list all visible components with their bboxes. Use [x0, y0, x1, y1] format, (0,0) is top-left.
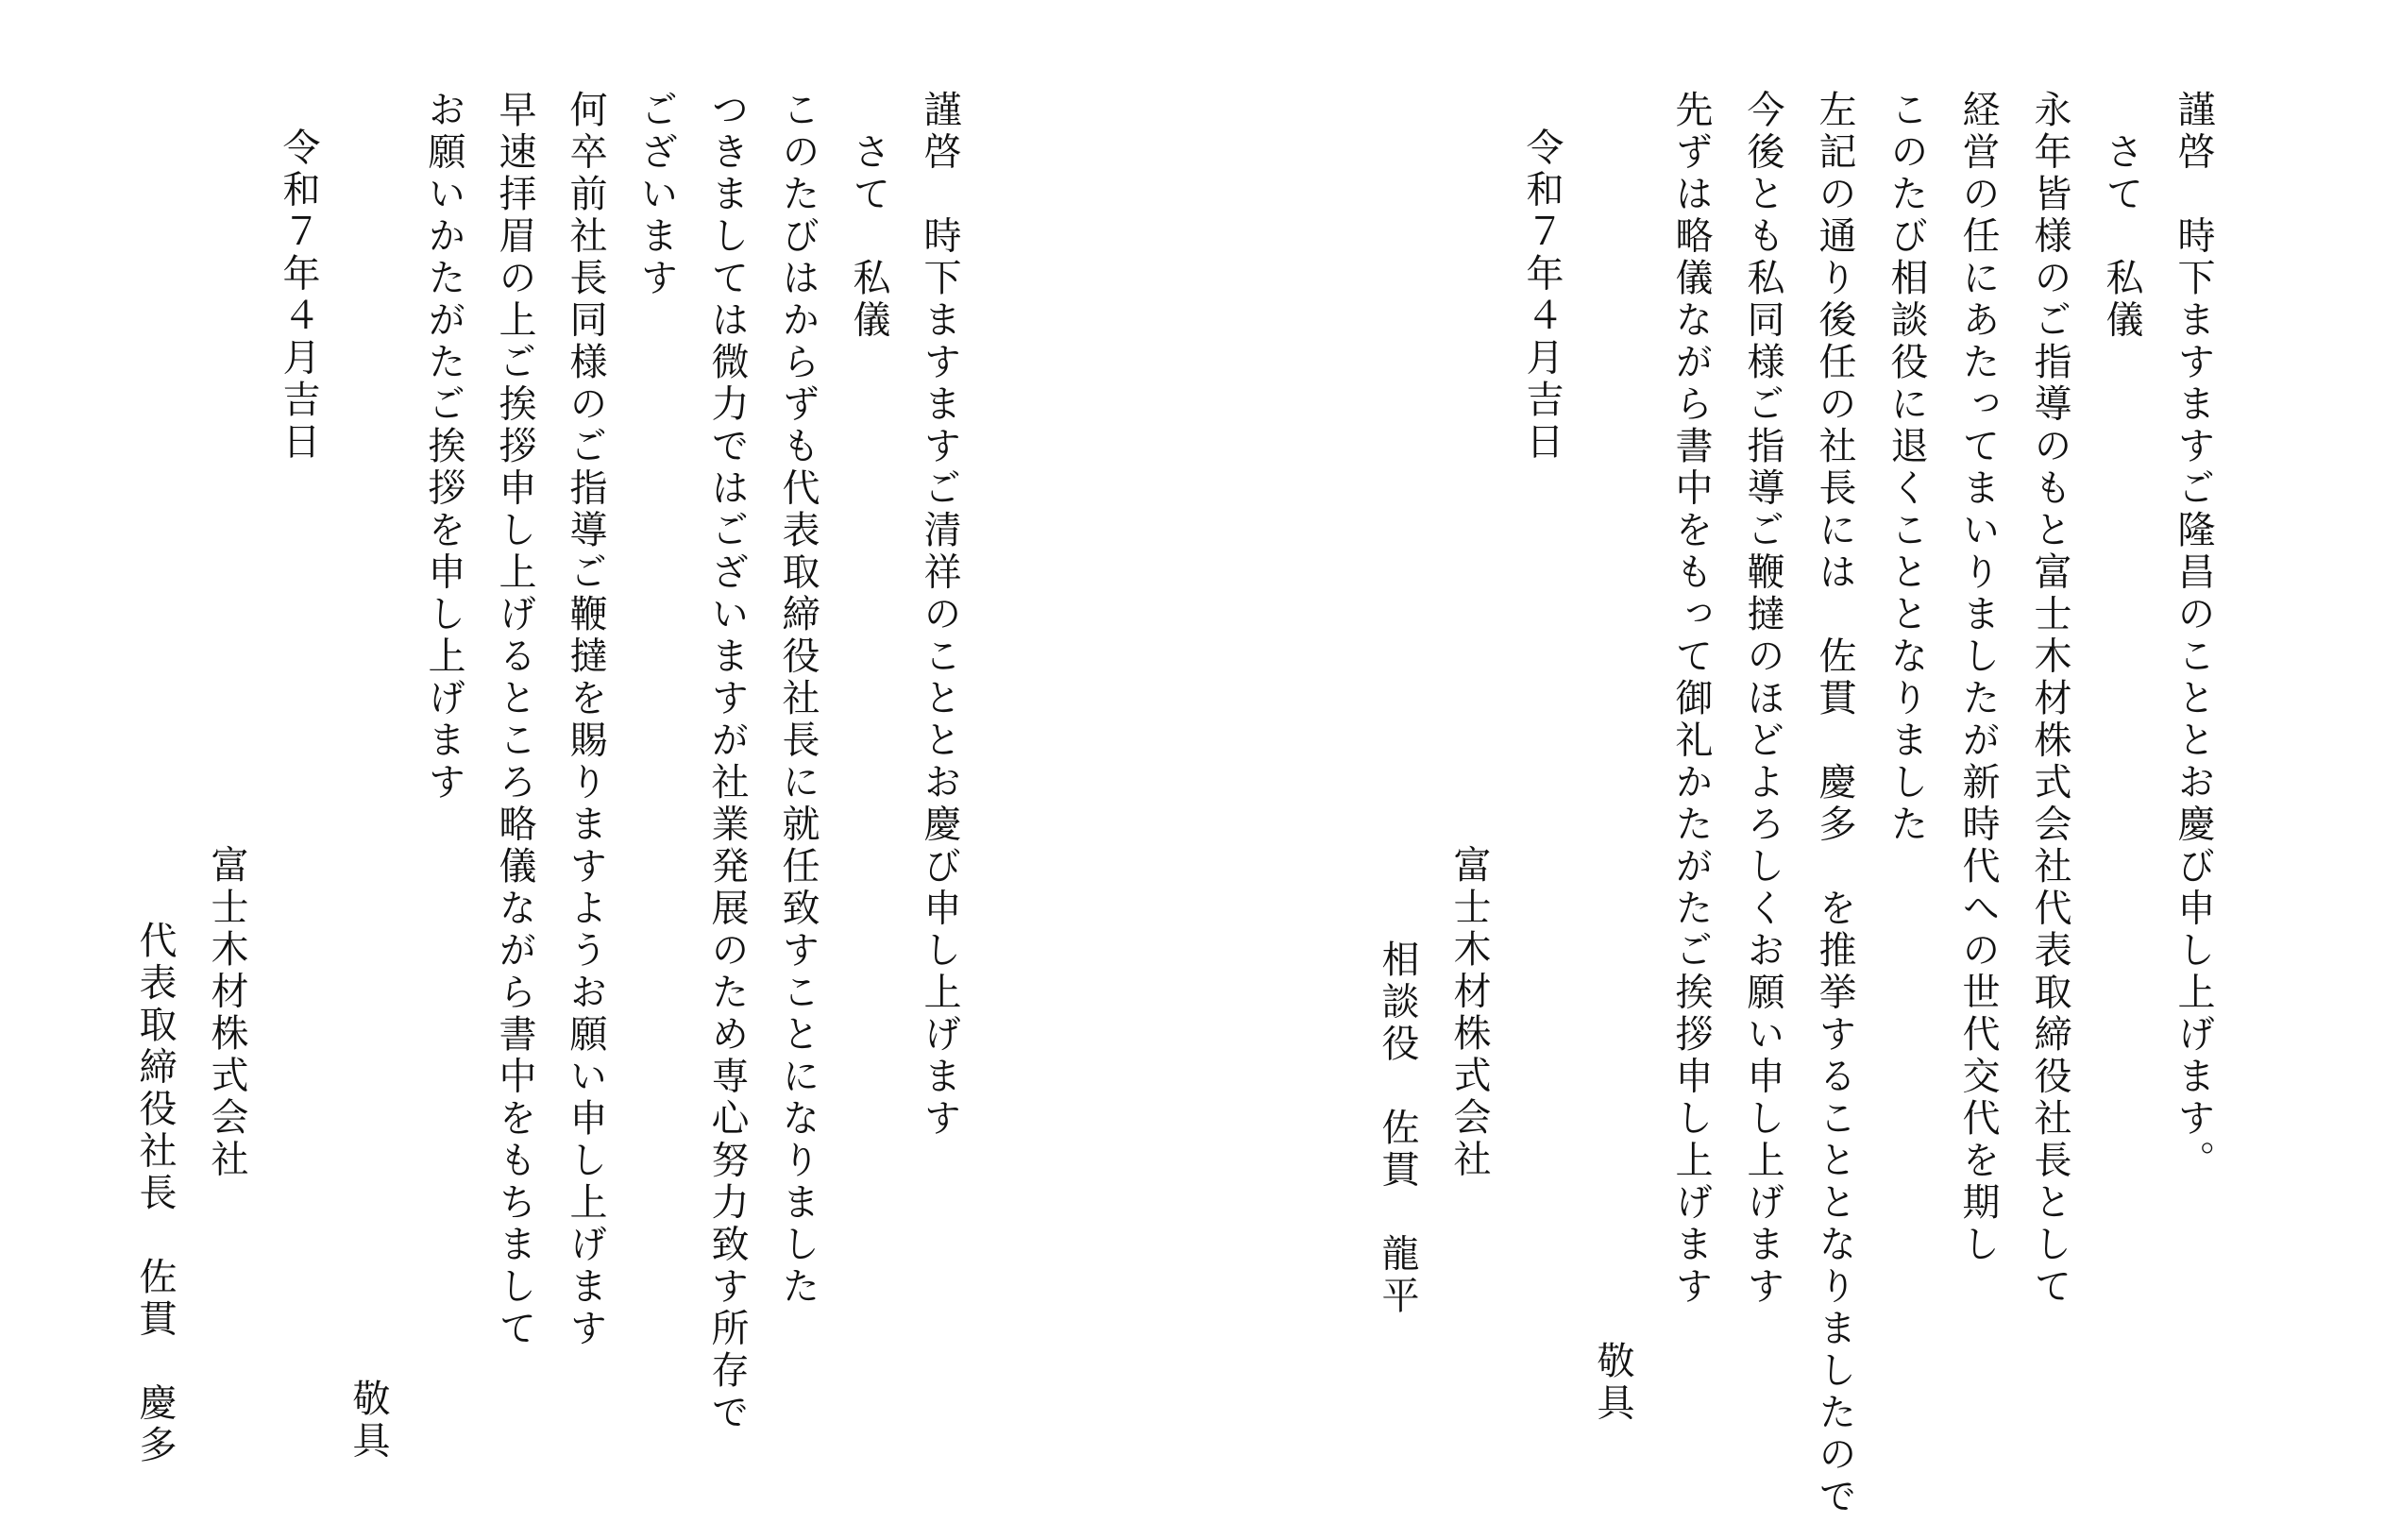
- signer: 代表取締役社長 佐貫 慶多: [133, 921, 177, 1467]
- body-line: 今後とも私同様ご指導ご鞭撻のほどよろしくお願い申し上げます: [1741, 90, 1784, 1309]
- company-name: 富士木材株式会社: [1447, 845, 1491, 1181]
- body-line: このたびはからずも代表取締役社長に就任致すことになりました: [776, 90, 820, 1309]
- retirement-letter: [1192, 0, 2384, 1540]
- body-line: 早速拝眉の上ご挨拶申し上げるところ略儀ながら書中をもちまして: [493, 90, 536, 1350]
- greeting-line: 謹啓 時下ますますご清祥のこととお慶び申し上げます: [918, 90, 961, 1141]
- company-name: 富士木材株式会社: [205, 845, 248, 1181]
- closing: 敬具: [347, 1379, 390, 1463]
- body-line: このたび相談役に退くこととなりました: [1885, 90, 1928, 846]
- date: 令和７年４月吉日: [1520, 127, 1564, 464]
- date: 令和７年４月吉日: [277, 127, 320, 464]
- body-line: 永年皆様のご指導のもと富士木材株式会社代表取締役社長として: [2028, 90, 2071, 1309]
- body-line: 経営の任にあたってまいりましたが新時代への世代交代を期し: [1956, 90, 2000, 1266]
- body-line: つきましては微力ではございますが社業発展のため専心努力致す所存で: [705, 90, 749, 1434]
- body-line: ございます: [634, 90, 678, 300]
- body-line: 先ずは略儀ながら書中をもって御礼かたがたご挨拶申し上げます: [1669, 90, 1713, 1309]
- greeting-line: 謹啓 時下ますますご隆昌のこととお慶び申し上げます。: [2172, 90, 2215, 1182]
- signer: 相談役 佐貫 龍平: [1376, 939, 1419, 1318]
- body-line: さて 私儀: [2100, 90, 2143, 342]
- body-line: 左記の通り後任の社長には 佐貫 慶多 を推挙することとなりましたので: [1813, 90, 1856, 1518]
- closing: 敬具: [1591, 1341, 1634, 1425]
- body-line: 何卒前社長同様のご指導ご鞭撻を賜りますようお願い申し上げます: [564, 90, 607, 1350]
- body-line: さて 私儀: [847, 90, 890, 342]
- body-line: お願いかたがたご挨拶を申し上げます: [422, 90, 465, 804]
